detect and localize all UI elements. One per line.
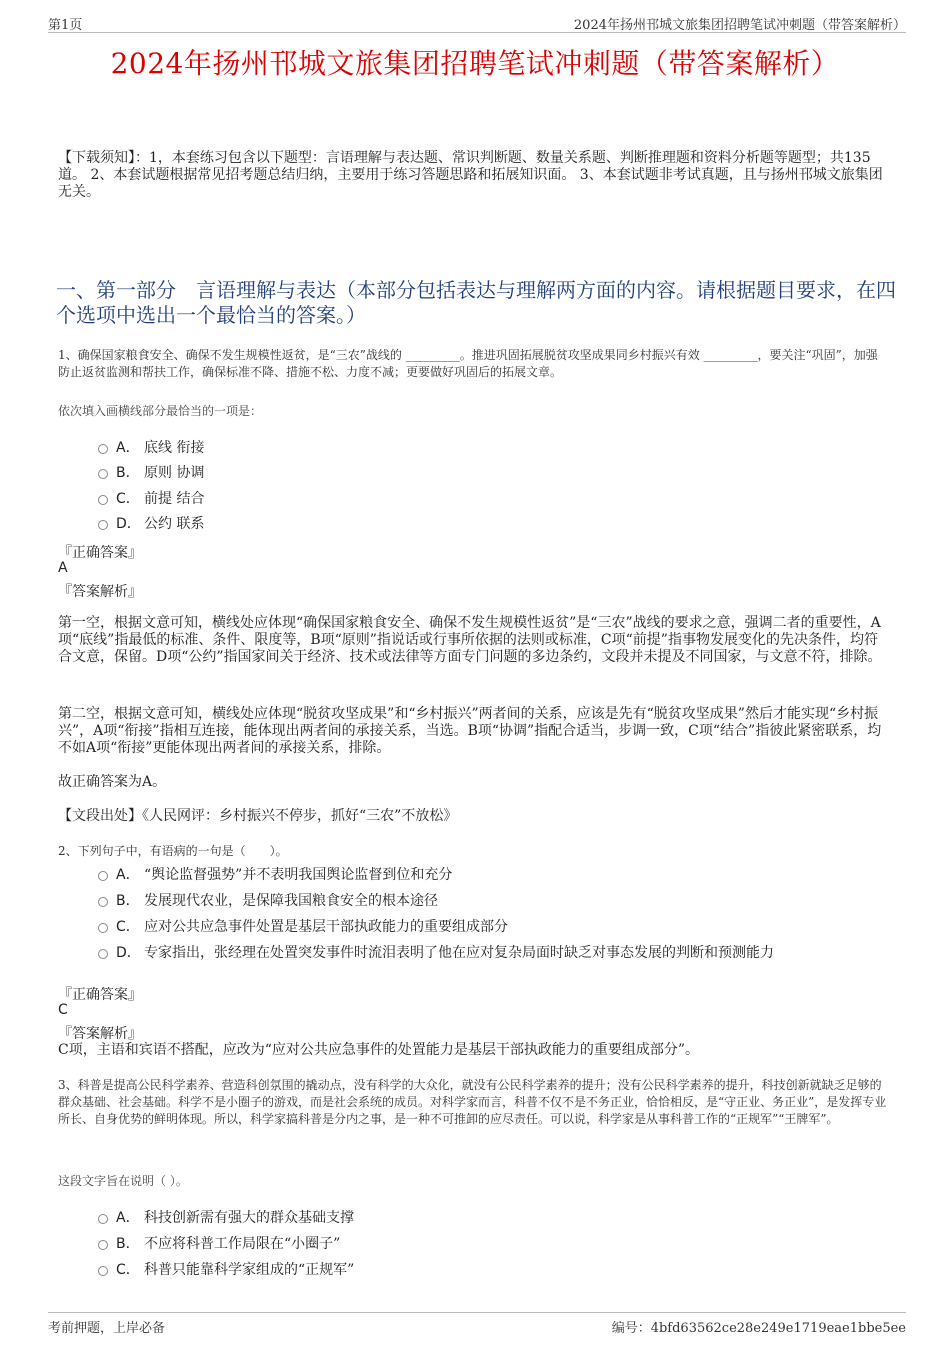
section-title: 一、第一部分 言语理解与表达（本部分包括表达与理解两方面的内容。请根据题目要求，在四个选项中选出一个最恰当的答案。） bbox=[56, 278, 896, 327]
question-3-prompt: 这段文字旨在说明（ ）。 bbox=[58, 1174, 188, 1188]
footer-slogan: 考前押题，上岸必备 bbox=[48, 1321, 166, 1336]
question-3-stem: 3、科普是提高公民科学素养、营造科创氛围的撬动点，没有科学的大众化，就没有公民科学素养的提升；没有公民科学素养的提升，科技创新就缺乏足够的群众基础、社会基础。科学不是小圈子的游戏，而是社会系统的成员。对科学家而言，科普不仅不是不务正业，恰恰相反，是“守正业、务正业”，是发挥专业所长、自身优势的鲜明体现。所以，科学家搞科普是分内之事，是一种不可推卸的应尽责任。可以说，科学家是从事科普工作的“正规军”“王牌军”。 bbox=[58, 1078, 887, 1126]
radio-icon[interactable] bbox=[98, 923, 108, 933]
radio-icon[interactable] bbox=[98, 871, 108, 881]
radio-icon[interactable] bbox=[98, 949, 108, 959]
question-1-option-c[interactable]: C． 前提 结合 bbox=[98, 488, 204, 508]
header-doc-title: 2024年扬州邗城文旅集团招聘笔试冲刺题（带答案解析） bbox=[573, 18, 906, 33]
question-2-analysis: C项，主语和宾语不搭配，应改为“应对公共应急事件的处置能力是基层干部执政能力的重要组成部分”。 bbox=[58, 1042, 700, 1058]
radio-icon[interactable] bbox=[98, 1240, 108, 1250]
question-2-option-b[interactable]: B． 发展现代农业，是保障我国粮食安全的根本途径 bbox=[98, 890, 438, 910]
radio-icon[interactable] bbox=[98, 1266, 108, 1276]
radio-icon[interactable] bbox=[98, 444, 108, 454]
question-3-option-a[interactable]: A． 科技创新需有强大的群众基础支撑 bbox=[98, 1207, 354, 1227]
question-1-analysis-1: 第一空，根据文意可知，横线处应体现“确保国家粮食安全、确保不发生规模性返贫”是“三农”战线的要求之意，强调二者的重要性，A项“底线”指最低的标准、条件、限度等，B项“原则”指说话或行事所依据的法则或标准，C项“前提”指事物发展变化的先决条件，均符合文意，保留。D项“公约”指国家间关于经济、技术或法律等方面专门问题的多边条约，文段并未提及不同国家，与文意不符，排除。 bbox=[58, 615, 882, 665]
question-2-answer: C bbox=[58, 1002, 68, 1018]
question-1-option-a[interactable]: A． 底线 衔接 bbox=[98, 437, 204, 457]
question-2-stem: 2、下列句子中，有语病的一句是（ ）。 bbox=[58, 844, 288, 858]
question-2-option-c[interactable]: C． 应对公共应急事件处置是基层干部执政能力的重要组成部分 bbox=[98, 916, 508, 936]
answer-analysis-label: 『答案解析』 bbox=[58, 584, 142, 600]
question-1-prompt: 依次填入画横线部分最恰当的一项是： bbox=[58, 404, 263, 418]
question-2-option-a[interactable]: A． “舆论监督强势”并不表明我国舆论监督到位和充分 bbox=[98, 864, 452, 884]
question-1-source: 【文段出处】《人民网评：乡村振兴不停步，抓好“三农”不放松》 bbox=[58, 808, 458, 824]
document-title: 2024年扬州邗城文旅集团招聘笔试冲刺题（带答案解析） bbox=[110, 47, 840, 80]
question-1-option-d[interactable]: D． 公约 联系 bbox=[98, 513, 204, 533]
correct-answer-label: 『正确答案』 bbox=[58, 545, 142, 561]
question-1-stem: 1、确保国家粮食安全、确保不发生规模性返贫，是“三农”战线的 _________。推进巩固拓展脱贫攻坚成果同乡村振兴有效 _________，要关注“巩固”，加强防止返贫监测和帮扶工作，确保标准不降、措施不松、力度不减；更要做好巩固后的拓展文章。 bbox=[58, 348, 878, 379]
question-3-option-b[interactable]: B． 不应将科普工作局限在“小圈子” bbox=[98, 1233, 340, 1253]
question-2-option-d[interactable]: D． 专家指出，张经理在处置突发事件时流泪表明了他在应对复杂局面时缺乏对事态发展的判断和预测能力 bbox=[98, 942, 774, 962]
radio-icon[interactable] bbox=[98, 897, 108, 907]
question-1-option-b[interactable]: B． 原则 协调 bbox=[98, 462, 204, 482]
page-number: 第1页 bbox=[48, 18, 83, 33]
download-notice: 【下载须知】：1，本套练习包含以下题型：言语理解与表达题、常识判断题、数量关系题、判断推理题和资料分析题等题型；共135道。 2、本套试题根据常见招考题总结归纳，主要用于练习答题思路和拓展知识面。 3、本套试题非考试真题，且与扬州邗城文旅集团无关。 bbox=[58, 150, 883, 200]
radio-icon[interactable] bbox=[98, 495, 108, 505]
radio-icon[interactable] bbox=[98, 1214, 108, 1224]
question-1-conclusion: 故正确答案为A。 bbox=[58, 774, 167, 790]
radio-icon[interactable] bbox=[98, 469, 108, 479]
question-1-analysis-2: 第二空，根据文意可知，横线处应体现“脱贫攻坚成果”和“乡村振兴”两者间的关系，应该是先有“脱贫攻坚成果”然后才能实现“乡村振兴”，A项“衔接”指相互连接，能体现出两者间的承接关系，当选。B项“协调”指配合适当，步调一致，C项“结合”指彼此紧密联系，均不如A项“衔接”更能体现出两者间的承接关系，排除。 bbox=[58, 706, 882, 756]
question-1-answer: A bbox=[58, 560, 68, 576]
footer-document-id: 编号：4bfd63562ce28e249e1719eae1bbe5ee bbox=[611, 1321, 906, 1336]
answer-analysis-label: 『答案解析』 bbox=[58, 1026, 142, 1042]
page-header bbox=[48, 12, 906, 33]
radio-icon[interactable] bbox=[98, 520, 108, 530]
question-3-option-c[interactable]: C． 科普只能靠科学家组成的“正规军” bbox=[98, 1259, 354, 1279]
correct-answer-label: 『正确答案』 bbox=[58, 987, 142, 1003]
page-footer bbox=[48, 1312, 906, 1337]
